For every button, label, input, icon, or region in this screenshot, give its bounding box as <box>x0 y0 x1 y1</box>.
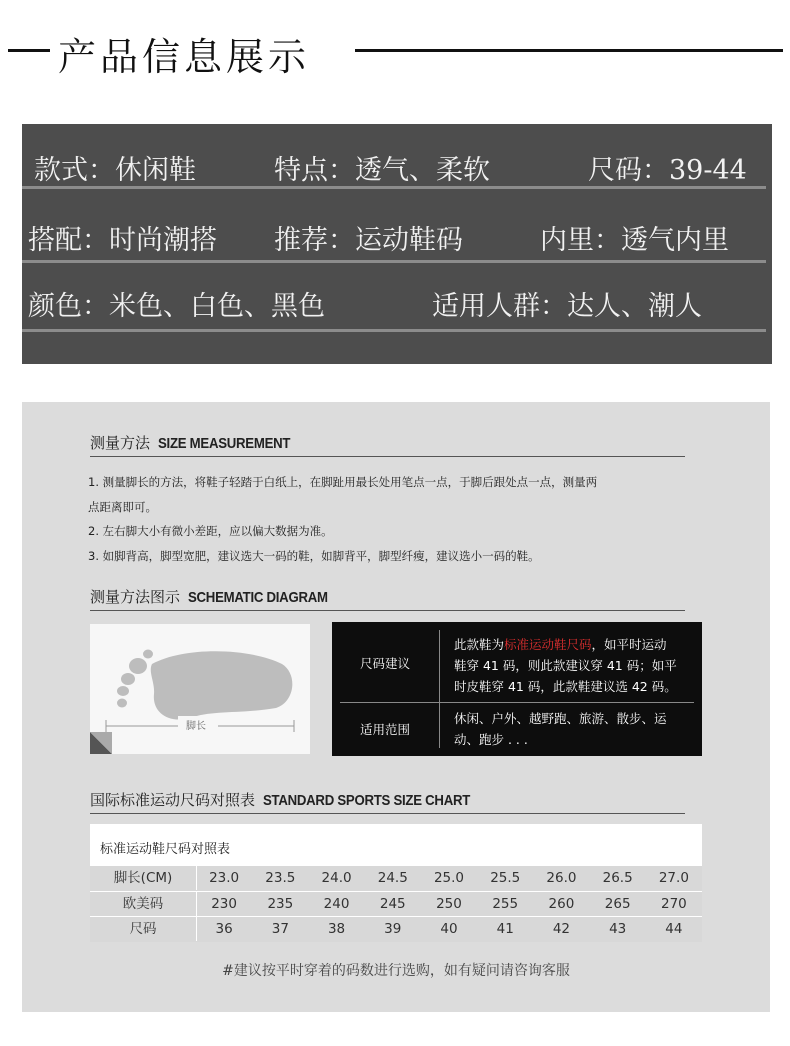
footprint-icon <box>90 624 310 754</box>
row-label: 欧美码 <box>90 892 197 916</box>
table-cell: 265 <box>604 895 631 912</box>
table-cell: 39 <box>384 921 402 937</box>
heading-en: SIZE MEASUREMENT <box>158 435 291 452</box>
table-cell: 25.0 <box>433 870 465 886</box>
info-row-1 <box>28 148 766 184</box>
scope-line-1: 休闲、户外、越野跑、旅游、散步、运 <box>454 711 667 726</box>
info-row-divider <box>22 186 766 189</box>
table-row <box>90 891 702 917</box>
table-cell: 43 <box>609 921 627 937</box>
table-cell: 23.0 <box>209 870 240 886</box>
size-advice-line-1 <box>454 634 667 655</box>
measure-note-2: 2. 左右脚大小有微小差距，应以偏大数据为准。 <box>88 524 333 538</box>
product-info-panel <box>22 124 772 364</box>
info-field: 内里：透气内里 <box>540 225 729 256</box>
table-cell: 260 <box>548 895 575 912</box>
table-cell: 42 <box>552 921 571 937</box>
section-rule <box>90 456 685 457</box>
header-rule-right <box>355 49 783 52</box>
info-field: 搭配：时尚潮搭 <box>28 225 217 256</box>
heading-en: STANDARD SPORTS SIZE CHART <box>263 792 471 809</box>
table-cell: 24.5 <box>377 870 408 886</box>
heading-cn: 测量方法 <box>90 434 151 452</box>
table-cell: 24.0 <box>321 870 352 886</box>
page-title: 产品信息展示 <box>58 35 311 79</box>
size-chart-table <box>90 824 702 940</box>
foot-length-label: 脚长 <box>186 721 206 732</box>
table-cell: 38 <box>327 921 346 937</box>
table-cell: 40 <box>440 921 458 937</box>
table-cell: 270 <box>660 895 687 912</box>
row-label: 尺码 <box>90 917 197 941</box>
table-cell: 41 <box>496 921 514 937</box>
header-rule-left <box>8 49 50 52</box>
measure-note-1-cont: 点距离即可。 <box>88 500 157 514</box>
measure-note-3: 3. 如脚背高，脚型宽肥，建议选大一码的鞋，如脚背平，脚型纤瘦，建议选小一码的鞋。 <box>88 549 540 563</box>
table-cell: 250 <box>436 895 462 912</box>
info-row-divider <box>22 260 766 263</box>
section-rule <box>90 813 685 814</box>
size-recommendation-box <box>332 622 702 756</box>
table-cell: 235 <box>267 895 294 912</box>
table-row <box>90 916 702 942</box>
table-cell: 26.5 <box>602 870 633 886</box>
table-cell: 26.0 <box>546 870 577 886</box>
table-grid <box>90 865 702 942</box>
info-field: 适用人群：达人、潮人 <box>432 291 702 322</box>
size-chart-heading <box>90 789 498 813</box>
table-cell: 37 <box>271 921 289 937</box>
table-cell: 240 <box>323 895 350 912</box>
table-cell: 44 <box>665 921 683 937</box>
heading-cn: 测量方法图示 <box>90 588 181 606</box>
size-advice-text: 此款鞋为 <box>454 637 505 652</box>
size-advice-highlight: 标准运动鞋尺码 <box>504 637 592 652</box>
table-cell: 255 <box>492 895 519 912</box>
box-divider-vertical <box>439 630 440 748</box>
size-advice-label: 尺码建议 <box>360 656 411 671</box>
table-title: 标准运动鞋尺码对照表 <box>100 842 231 857</box>
info-row-3 <box>28 284 766 320</box>
size-advice-line-2: 鞋穿 41 码，则此款建议穿 41 码；如平 <box>454 658 677 673</box>
table-cell: 23.5 <box>265 870 296 886</box>
info-field: 颜色：米色、白色、黑色 <box>28 291 325 322</box>
measure-note-1: 1. 测量脚长的方法，将鞋子轻踏于白纸上，在脚趾用最长处用笔点一点，于脚后跟处点一点，测量两 <box>88 475 598 489</box>
size-guide-panel <box>22 402 770 1012</box>
scope-label: 适用范围 <box>360 722 411 737</box>
info-field: 特点：透气、柔软 <box>274 155 490 186</box>
size-advice-line-3: 时皮鞋穿 41 码，此款鞋建议选 42 码。 <box>454 679 677 694</box>
foot-measure-diagram <box>90 624 310 754</box>
info-field: 推荐：运动鞋码 <box>274 225 463 256</box>
schematic-diagram-heading <box>90 586 347 610</box>
heading-cn: 国际标准运动尺码对照表 <box>90 791 256 809</box>
box-divider-horizontal <box>340 702 694 703</box>
row-label: 脚长(CM) <box>90 866 197 890</box>
size-advice-text: ，如平时运动 <box>591 637 667 652</box>
info-row-2 <box>28 218 766 254</box>
info-field: 尺码：39-44 <box>588 155 747 186</box>
table-cell: 36 <box>215 921 233 937</box>
table-row <box>90 865 702 891</box>
purchase-footnote: #建议按平时穿着的码数进行选购，如有疑问请咨询客服 <box>222 963 570 979</box>
table-cell: 27.0 <box>658 870 689 886</box>
table-cell: 25.5 <box>490 870 521 886</box>
table-cell: 230 <box>211 895 237 912</box>
section-rule <box>90 610 685 611</box>
table-cell: 245 <box>379 895 406 912</box>
info-field: 款式：休闲鞋 <box>34 155 196 186</box>
size-measurement-heading <box>90 432 308 456</box>
heading-en: SCHEMATIC DIAGRAM <box>188 589 328 606</box>
info-row-divider <box>22 329 766 332</box>
scope-line-2: 动、跑步 . . . <box>454 732 528 747</box>
